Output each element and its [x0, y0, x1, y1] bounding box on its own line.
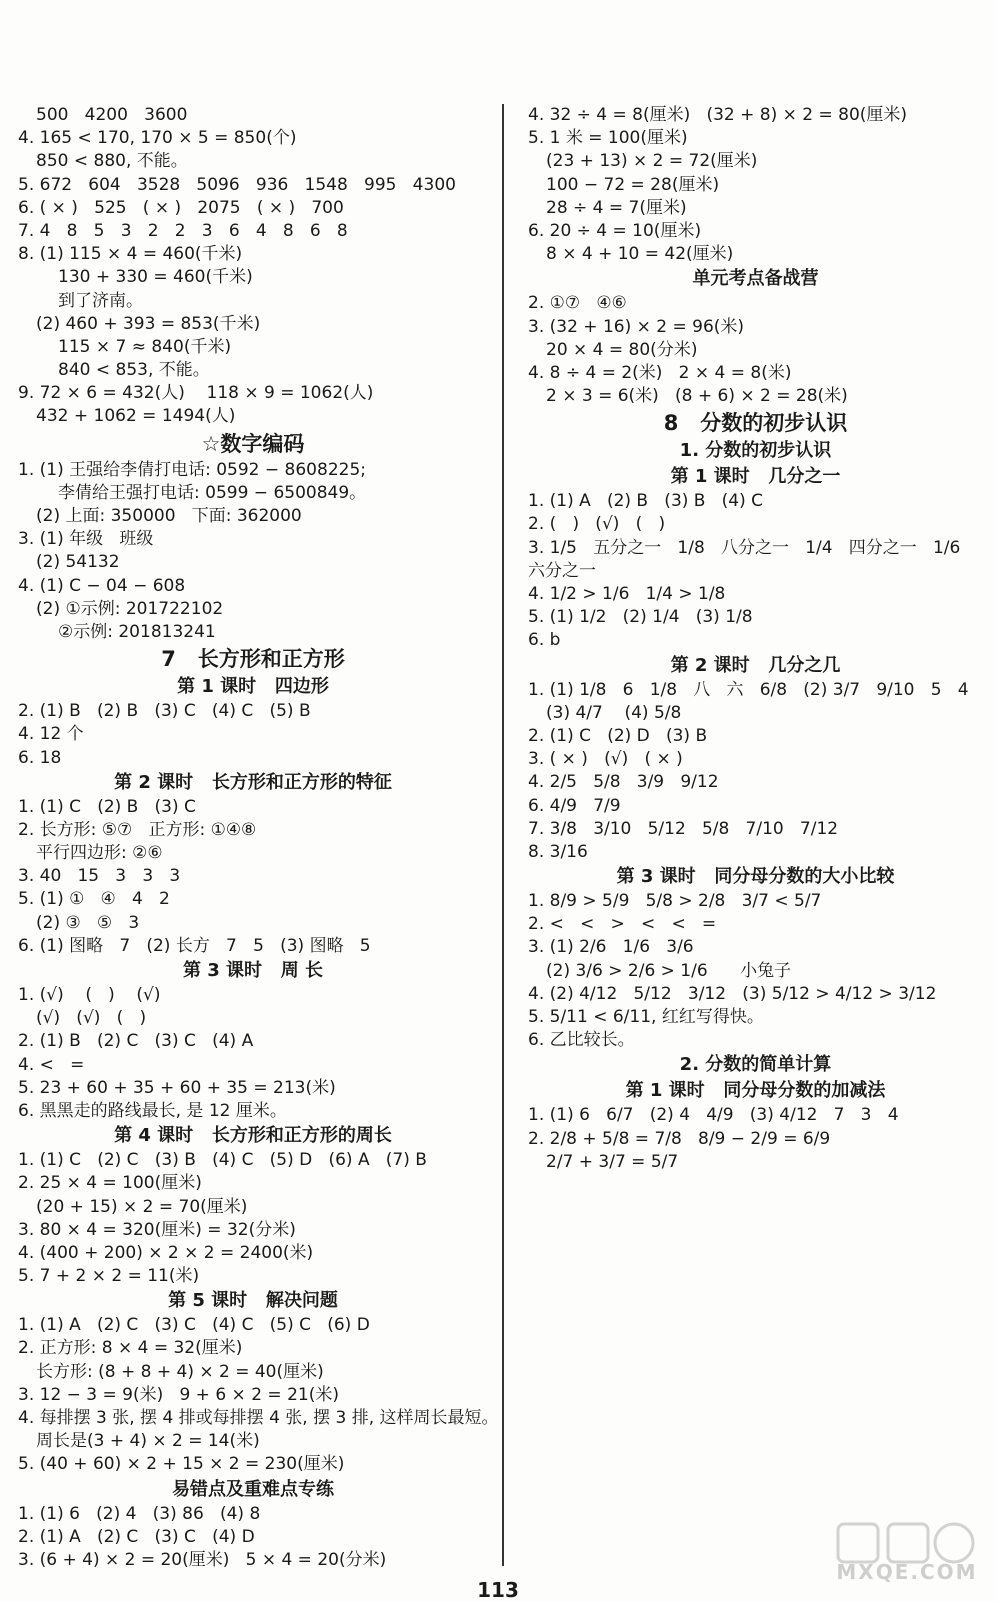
answer-line: 5. 7 + 2 × 2 = 11(米) — [18, 1266, 200, 1287]
answer-line: 1. (1) C (2) C (3) B (4) C (5) D (6) A (7) B — [18, 1150, 427, 1171]
answer-line: 1. (1) 6 (2) 4 (3) 86 (4) 8 — [18, 1503, 261, 1524]
answer-line: 4. 8 ÷ 4 = 2(米) 2 × 4 = 8(米) — [528, 362, 792, 383]
answer-line: 9. 72 × 6 = 432(人) 118 × 9 = 1062(人) — [18, 383, 374, 404]
answer-line: ②示例: 201813241 — [58, 621, 216, 642]
section-heading: 1. 分数的初步认识 — [679, 440, 832, 462]
answer-line: (2) 460 + 393 = 853(千米) — [36, 313, 261, 334]
answer-line: 2. (1) C (2) D (3) B — [528, 725, 708, 746]
answer-line: 6. 20 ÷ 4 = 10(厘米) — [528, 220, 702, 241]
answer-line: 到了济南。 — [58, 290, 143, 311]
answer-line: 六分之一 — [528, 560, 596, 581]
answer-line: 5. (1) 1/2 (2) 1/4 (3) 1/8 — [528, 607, 753, 628]
answer-line: 4. (400 + 200) × 2 × 2 = 2400(米) — [18, 1242, 314, 1263]
answer-line: 432 + 1062 = 1494(人) — [36, 406, 236, 427]
answer-line: 5. 5/11 < 6/11, 红红写得快。 — [528, 1007, 764, 1027]
answer-line: 2. (1) B (2) C (3) C (4) A — [18, 1031, 254, 1052]
answer-line: 6. b — [528, 630, 561, 651]
answer-line: 28 ÷ 4 = 7(厘米) — [546, 197, 687, 218]
section-heading: 第 1 课时 四边形 — [177, 676, 329, 698]
left-column — [18, 104, 499, 1572]
answer-line: 2. ①⑦ ④⑥ — [528, 293, 627, 314]
answer-line: 3. ( × ) (√) ( × ) — [528, 749, 683, 770]
section-heading: 第 3 课时 同分母分数的大小比较 — [616, 866, 895, 888]
answer-line: (2) 上面: 350000 下面: 362000 — [36, 506, 302, 526]
answer-line: 3. (1) 2/6 1/6 3/6 — [528, 937, 694, 958]
answer-line: (√) (√) ( ) — [36, 1008, 147, 1029]
answer-line: 2. 长方形: ⑤⑦ 正方形: ①④⑧ — [18, 819, 257, 840]
chapter-heading: 7 长方形和正方形 — [161, 647, 345, 672]
answer-line: 100 − 72 = 28(厘米) — [546, 174, 720, 195]
answer-line: 2. 25 × 4 = 100(厘米) — [18, 1173, 202, 1194]
answer-line: 500 4200 3600 — [36, 105, 188, 125]
answer-line: (3) 4/7 (4) 5/8 — [546, 702, 682, 723]
answer-line: 3. 1/5 五分之一 1/8 八分之一 1/4 四分之一 1/6 — [528, 537, 961, 558]
right-column — [528, 104, 983, 1174]
answer-line: 20 × 4 = 80(分米) — [546, 339, 698, 360]
answer-line: 7. 3/8 3/10 5/12 5/8 7/10 7/12 — [528, 818, 839, 839]
answer-line: 8 × 4 + 10 = 42(厘米) — [546, 244, 734, 265]
section-heading: 第 2 课时 长方形和正方形的特征 — [114, 771, 392, 793]
answer-line: 4. (1) C − 04 − 608 — [18, 575, 186, 596]
answer-line: 4. 每排摆 3 张, 摆 4 排或每排摆 4 张, 摆 3 排, 这样周长最短。 — [18, 1408, 499, 1428]
answer-line: 1. 8/9 > 5/9 5/8 > 2/8 3/7 < 5/7 — [528, 891, 822, 912]
answer-line: 3. (6 + 4) × 2 = 20(厘米) 5 × 4 = 20(分米) — [18, 1549, 387, 1570]
answer-line: 4. < = — [18, 1054, 85, 1075]
answer-line: 3. 40 15 3 3 3 — [18, 866, 181, 887]
answer-line: (2) 3/6 > 2/6 > 1/6 小兔子 — [546, 960, 792, 981]
answer-line: 6. 18 — [18, 747, 62, 768]
answer-line: 3. (1) 年级 班级 — [18, 529, 154, 550]
answer-line: 2. 正方形: 8 × 4 = 32(厘米) — [18, 1338, 243, 1359]
answer-line: 李倩给王强打电话: 0599 − 6500849。 — [58, 482, 367, 503]
answer-line: 1. (1) 1/8 6 1/8 八 六 6/8 (2) 3/7 9/10 5 4 — [528, 679, 969, 700]
answer-line: 2. 2/8 + 5/8 = 7/8 8/9 − 2/9 = 6/9 — [528, 1128, 831, 1149]
answer-line: 6. (1) 图略 7 (2) 长方 7 5 (3) 图略 5 — [18, 935, 371, 956]
answer-line: 周长是(3 + 4) × 2 = 14(米) — [36, 1431, 260, 1452]
answer-line: (23 + 13) × 2 = 72(厘米) — [546, 151, 758, 172]
answer-line: 3. (32 + 16) × 2 = 96(米) — [528, 316, 745, 337]
answer-line: 2. (1) A (2) C (3) C (4) D — [18, 1526, 255, 1547]
section-heading: 第 1 课时 几分之一 — [670, 466, 841, 488]
section-heading: 2. 分数的简单计算 — [679, 1054, 832, 1076]
answer-line: (2) 54132 — [36, 552, 120, 573]
answer-line: 8. (1) 115 × 4 = 460(千米) — [18, 244, 243, 265]
answer-line: 5. (40 + 60) × 2 + 15 × 2 = 230(厘米) — [18, 1454, 345, 1475]
answer-line: 2/7 + 3/7 = 5/7 — [546, 1151, 679, 1172]
section-heading: 第 3 课时 周 长 — [182, 960, 324, 981]
answer-line: 2. ( ) (√) ( ) — [528, 514, 666, 535]
answer-line: 5. (1) ① ④ 4 2 — [18, 889, 170, 910]
answer-line: 1. (1) A (2) C (3) C (4) C (5) C (6) D — [18, 1315, 370, 1336]
answer-line: 5. 23 + 60 + 35 + 60 + 35 = 213(米) — [18, 1077, 336, 1098]
answer-line: 6. 乙比较长。 — [528, 1030, 635, 1051]
chapter-heading: ☆数字编码 — [201, 431, 305, 456]
section-heading: 第 5 课时 解决问题 — [168, 1290, 338, 1312]
section-heading: 第 4 课时 长方形和正方形的周长 — [114, 1125, 392, 1147]
answer-line: 4. (2) 4/12 5/12 3/12 (3) 5/12 > 4/12 > 3/12 — [528, 983, 937, 1004]
watermark-text: MXQE.COM — [836, 1560, 978, 1584]
answer-line: 2 × 3 = 6(米) (8 + 6) × 2 = 28(米) — [546, 386, 848, 407]
answer-line: 1. (1) A (2) B (3) B (4) C — [528, 491, 764, 512]
section-heading: 第 1 课时 同分母分数的加减法 — [625, 1080, 886, 1102]
answer-line: 5. 672 604 3528 5096 936 1548 995 4300 — [18, 174, 456, 195]
answer-line: 1. (1) C (2) B (3) C — [18, 796, 196, 817]
answer-line: (2) ①示例: 201722102 — [36, 598, 224, 619]
answer-line: 4. 12 个 — [18, 724, 84, 745]
section-heading: 单元考点备战营 — [692, 268, 819, 290]
answer-line: 115 × 7 ≈ 840(千米) — [58, 336, 232, 357]
answer-line: 8. 3/16 — [528, 841, 588, 862]
answer-line: 6. ( × ) 525 ( × ) 2075 ( × ) 700 — [18, 197, 344, 218]
answer-line: 长方形: (8 + 8 + 4) × 2 = 40(厘米) — [36, 1361, 324, 1382]
answer-line: 2. (1) B (2) B (3) C (4) C (5) B — [18, 701, 311, 722]
answer-line: 4. 165 < 170, 170 × 5 = 850(个) — [18, 128, 297, 149]
watermark-logo — [832, 1518, 982, 1588]
answer-line: (20 + 15) × 2 = 70(厘米) — [36, 1196, 248, 1217]
answer-line: 5. 1 米 = 100(厘米) — [528, 128, 688, 149]
answer-line: 2. < < > < < = — [528, 914, 717, 935]
answer-line: 3. 12 − 3 = 9(米) 9 + 6 × 2 = 21(米) — [18, 1384, 339, 1405]
answer-line: 6. 4/9 7/9 — [528, 795, 621, 816]
answer-line: 1. (√) ( ) (√) — [18, 985, 161, 1005]
section-heading: 易错点及重难点专练 — [172, 1478, 334, 1500]
answer-line: 130 + 330 = 460(千米) — [58, 267, 253, 288]
answer-line: 3. 80 × 4 = 320(厘米) = 32(分米) — [18, 1219, 296, 1240]
section-heading: 第 2 课时 几分之几 — [670, 654, 841, 676]
answer-line: (2) ③ ⑤ 3 — [36, 912, 140, 933]
answer-line: 1. (1) 6 6/7 (2) 4 4/9 (3) 4/12 7 3 4 — [528, 1105, 899, 1126]
answer-line: 1. (1) 王强给李倩打电话: 0592 − 8608225; — [18, 459, 366, 480]
answer-line: 840 < 853, 不能。 — [58, 360, 210, 381]
column-divider — [502, 104, 504, 1566]
answer-line: 4. 2/5 5/8 3/9 9/12 — [528, 772, 719, 793]
answer-line: 6. 黑黑走的路线最长, 是 12 厘米。 — [18, 1100, 287, 1121]
answer-line: 4. 32 ÷ 4 = 8(厘米) (32 + 8) × 2 = 80(厘米) — [528, 105, 908, 125]
chapter-heading: 8 分数的初步认识 — [663, 411, 848, 436]
answer-line: 4. 1/2 > 1/6 1/4 > 1/8 — [528, 584, 726, 604]
answer-line: 7. 4 8 5 3 2 2 3 6 4 8 6 8 — [18, 220, 348, 241]
answer-line: 850 < 880, 不能。 — [36, 151, 188, 172]
answer-line: 平行四边形: ②⑥ — [36, 843, 163, 864]
page-number: 113 — [477, 1578, 519, 1602]
